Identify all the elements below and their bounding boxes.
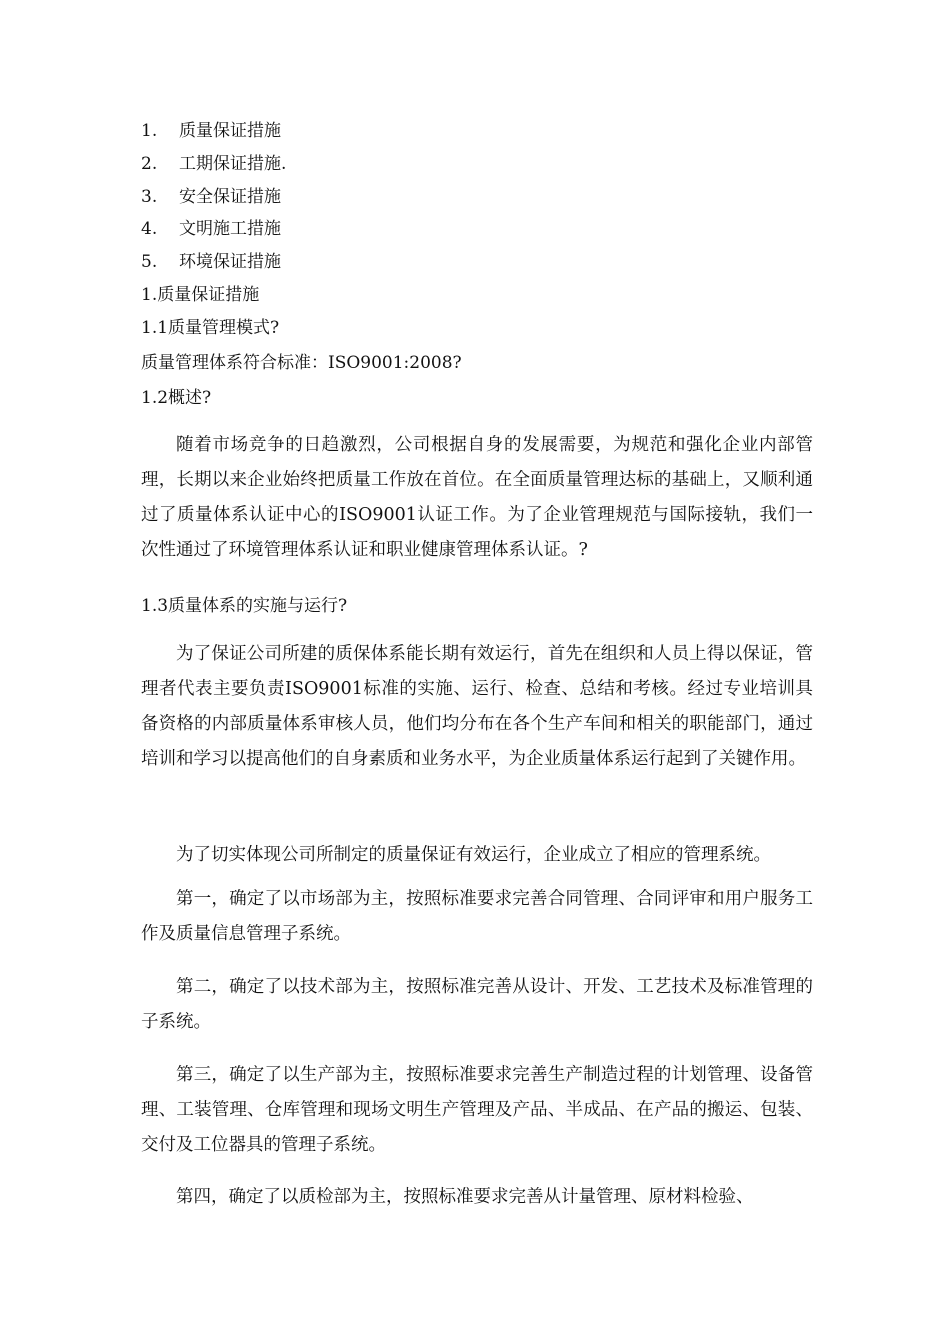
toc-item-2 [141, 153, 286, 175]
toc-item-text: 工期保证措施. [179, 154, 287, 174]
toc-item-number: 1. [141, 121, 158, 141]
toc-item-text: 质量保证措施 [179, 121, 281, 141]
body-paragraph-6: 第四，确定了以质检部为主，按照标准要求完善从计量管理、原材料检验、 [176, 1187, 754, 1207]
standard-line: 质量管理体系符合标准：ISO9001:2008? [141, 353, 462, 373]
toc-item-3 [141, 186, 281, 208]
toc-item-4 [141, 218, 281, 240]
toc-item-text: 文明施工措施 [179, 219, 281, 239]
toc-item-text: 环境保证措施 [179, 252, 281, 272]
toc-item-number: 5. [141, 252, 158, 272]
body-paragraph-5: 第三，确定了以生产部为主，按照标准要求完善生产制造过程的计划管理、设备管理、工装管理、仓库管理和现场文明生产管理及产品、半成品、在产品的搬运、包装、交付及工位器具的管理子系统。 [141, 1065, 813, 1155]
toc-item-5 [141, 251, 281, 273]
section-1-3-heading: 1.3质量体系的实施与运行? [141, 596, 348, 616]
toc-item-number: 3. [141, 187, 158, 207]
body-paragraph-2: 为了切实体现公司所制定的质量保证有效运行，企业成立了相应的管理系统。 [176, 845, 771, 865]
section-1-heading: 1.质量保证措施 [141, 285, 260, 305]
body-paragraph-1: 为了保证公司所建的质保体系能长期有效运行，首先在组织和人员上得以保证，管理者代表主要负责ISO9001标准的实施、运行、检查、总结和考核。经过专业培训具备资格的内部质量体系审核人员，他们均分布在各个生产车间和相关的职能部门，通过培训和学习以提高他们的自身素质和业务水平，为企业质量体系运行起到了关键作用。 [141, 644, 813, 769]
section-1-2-heading: 1.2概述? [141, 388, 212, 408]
toc-item-text: 安全保证措施 [179, 187, 281, 207]
overview-paragraph: 随着市场竞争的日趋激烈，公司根据自身的发展需要，为规范和强化企业内部管理，长期以来企业始终把质量工作放在首位。在全面质量管理达标的基础上，又顺利通过了质量体系认证中心的ISO9001认证工作。为了企业管理规范与国际接轨，我们一次性通过了环境管理体系认证和职业健康管理体系认证。? [141, 435, 813, 560]
body-paragraph-4: 第二，确定了以技术部为主，按照标准完善从设计、开发、工艺技术及标准管理的子系统。 [141, 977, 813, 1032]
toc-item-number: 2. [141, 154, 158, 174]
toc-item-1 [141, 120, 281, 142]
body-paragraph-3: 第一，确定了以市场部为主，按照标准要求完善合同管理、合同评审和用户服务工作及质量信息管理子系统。 [141, 889, 813, 944]
toc-item-number: 4. [141, 219, 158, 239]
section-1-1-heading: 1.1质量管理模式? [141, 318, 280, 338]
